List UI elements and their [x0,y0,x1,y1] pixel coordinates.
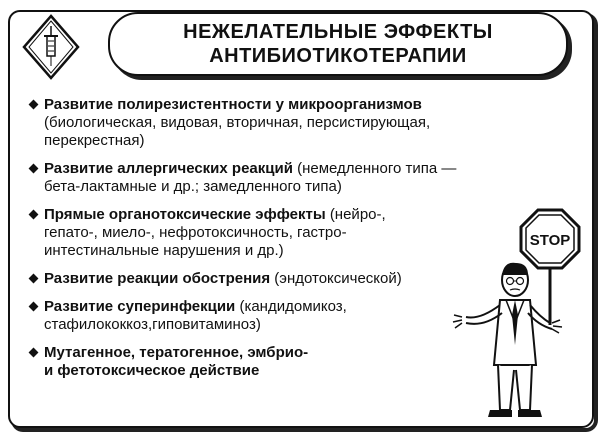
item-lead: Развитие аллергических реакций [44,160,293,177]
item-detail: бета-лактамные и др.; замедленного типа) [44,178,342,195]
diamond-bullet-icon [29,210,39,220]
item-detail: (эндотоксической) [274,270,402,287]
item-lead: Развитие реакции обострения [44,270,271,287]
item-detail: (немедленного типа — [297,160,457,177]
diamond-bullet-icon [29,274,39,284]
item-detail: (биологическая, видовая, вторичная, персистирующая, [44,114,431,131]
diamond-bullet-icon [29,348,39,358]
item-lead: и фетотоксическое действие [44,362,260,379]
item-lead: Развитие суперинфекции [44,298,236,315]
list-item [30,160,550,196]
item-detail: интестинальные нарушения и др.) [44,242,284,259]
stop-sign-text: STOP [529,232,571,249]
item-detail: (кандидомикоз, [239,298,347,315]
item-lead: Прямые органотоксические эффекты [44,206,326,223]
item-detail: (нейро-, [329,206,386,223]
item-lead: Мутагенное, тератогенное, эмбрио- [44,344,309,361]
man-with-stop-sign-icon [440,205,590,425]
item-lead: Развитие полирезистентности у микроорганизмов [44,96,422,113]
diamond-bullet-icon [29,164,39,174]
title-line-1: НЕЖЕЛАТЕЛЬНЫЕ ЭФФЕКТЫ [183,21,493,43]
diamond-bullet-icon [29,100,39,110]
syringe-diamond-icon [22,14,80,80]
item-detail: гепато-, миело-, нефротоксичность, гастро- [44,224,347,241]
title-line-2: АНТИБИОТИКОТЕРАПИИ [209,45,467,67]
title-banner [108,12,568,76]
item-detail: перекрестная) [44,132,145,149]
diamond-bullet-icon [29,302,39,312]
item-detail: стафилококкоз,гиповитаминоз) [44,316,261,333]
list-item [30,96,550,150]
